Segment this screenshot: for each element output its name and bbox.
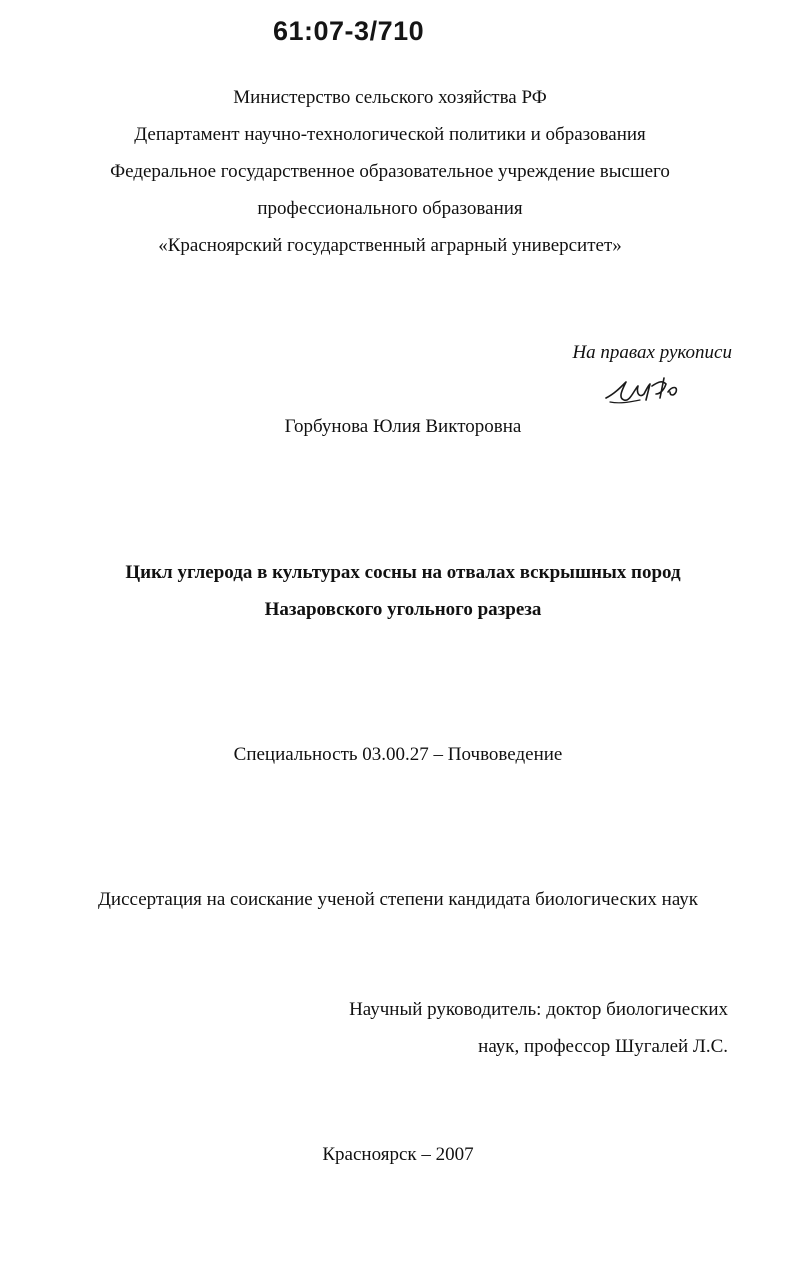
university-line: «Красноярский государственный аграрный университет» bbox=[158, 235, 622, 256]
author-name: Горбунова Юлия Викторовна bbox=[284, 416, 522, 437]
department-line: Департамент научно-технологической политики и образования bbox=[134, 124, 646, 145]
ministry-line: Министерство сельского хозяйства РФ bbox=[233, 87, 547, 108]
supervisor-line-1: Научный руководитель: доктор биологических bbox=[349, 999, 728, 1020]
city-year-line: Красноярск – 2007 bbox=[322, 1144, 474, 1165]
institution-line-2: профессионального образования bbox=[257, 198, 523, 219]
specialty-line: Специальность 03.00.27 – Почвоведение bbox=[233, 744, 563, 765]
supervisor-line-2: наук, профессор Шугалей Л.С. bbox=[478, 1036, 728, 1057]
institution-line-1: Федеральное государственное образовательное учреждение высшего bbox=[110, 161, 670, 182]
dissertation-title-line-2: Назаровского угольного разреза bbox=[264, 599, 542, 620]
archive-code-stamp: 61:07-3/710 bbox=[273, 16, 425, 46]
rights-note: На правах рукописи bbox=[572, 342, 732, 363]
dissertation-title-line-1: Цикл углерода в культурах сосны на отвалах вскрышных пород bbox=[125, 562, 681, 583]
signature-icon bbox=[600, 364, 690, 414]
degree-line: Диссертация на соискание ученой степени кандидата биологических наук bbox=[97, 889, 699, 910]
